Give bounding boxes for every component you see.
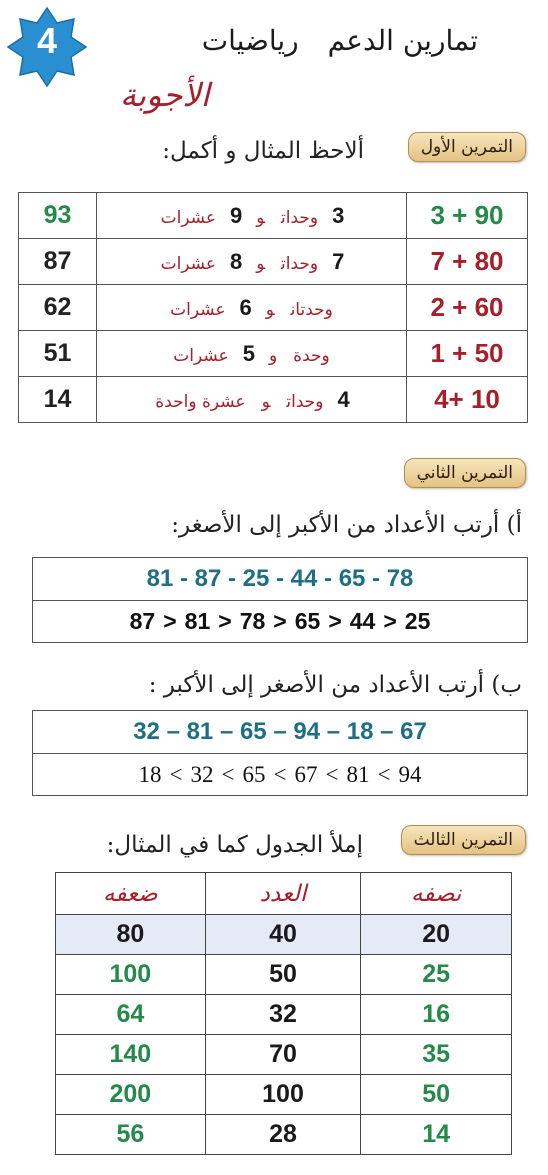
- exercise-1-instruction: ألاحظ المثال و أكمل:: [162, 138, 364, 164]
- digit: 6: [239, 294, 252, 320]
- half-cell: 20: [361, 915, 512, 955]
- unit-word: وحدة: [293, 345, 330, 366]
- decomposition-cell: [97, 285, 407, 331]
- unit-word: عشرة واحدة: [155, 391, 246, 412]
- table-row: [56, 1115, 512, 1155]
- result-cell: 93: [19, 193, 97, 239]
- comparison-symbol: >: [218, 608, 232, 634]
- comparison-symbol: <: [221, 761, 235, 787]
- exercise-2b-sequence: 32 – 81 – 65 – 94 – 18 – 67: [133, 718, 427, 745]
- header-half: نصفه: [361, 873, 512, 915]
- result-cell: 51: [19, 331, 97, 377]
- exercise-2a-instruction: أ) أرتب الأعداد من الأكبر إلى الأصغر:: [171, 512, 522, 538]
- ordered-number: 44: [349, 608, 376, 634]
- double-cell: 200: [56, 1075, 206, 1115]
- comparison-symbol: >: [328, 608, 342, 634]
- ordered-number: 25: [404, 608, 431, 634]
- comparison-symbol: <: [169, 761, 183, 787]
- digit: 9: [230, 202, 243, 228]
- page-title: [202, 24, 478, 57]
- ordered-number: 94: [398, 761, 422, 787]
- header-double: ضعفه: [56, 873, 206, 915]
- decomposition-cell: [97, 239, 407, 285]
- unit-word: و: [268, 345, 278, 366]
- digit: 7: [332, 248, 345, 274]
- table-row: [56, 1075, 512, 1115]
- double-cell: 56: [56, 1115, 206, 1155]
- exercise-3-table: [55, 872, 512, 1155]
- table-row: [19, 285, 528, 331]
- exercise-2a-sequence-row: [33, 558, 527, 600]
- half-cell: 16: [361, 995, 512, 1035]
- unit-word: و: [265, 299, 275, 320]
- unit-word: وحدات: [281, 207, 319, 228]
- header-number: العدد: [205, 873, 361, 915]
- badge-number: 4: [36, 20, 58, 61]
- unit-word: و: [261, 391, 271, 412]
- ordered-number: 67: [294, 761, 318, 787]
- sum-cell: 3 + 90: [407, 193, 528, 239]
- comparison-symbol: <: [325, 761, 339, 787]
- exercise-3-instruction: إملأ الجدول كما في المثال:: [106, 832, 363, 858]
- subject-text: رياضيات: [201, 24, 299, 57]
- ordered-number: 18: [138, 761, 162, 787]
- table-row: [19, 239, 528, 285]
- number-cell: 32: [205, 995, 361, 1035]
- unit-word: و: [256, 253, 266, 274]
- comparison-symbol: >: [163, 608, 177, 634]
- half-cell: 35: [361, 1035, 512, 1075]
- exercise-2a-sequence: 81 - 87 - 25 - 44 - 65 - 78: [146, 565, 414, 592]
- exercise-2a-answer: [126, 608, 435, 635]
- result-cell: 62: [19, 285, 97, 331]
- sum-cell: 1 + 50: [407, 331, 528, 377]
- lesson-number-badge: [6, 6, 88, 88]
- comparison-symbol: >: [383, 608, 397, 634]
- unit-word: وحدات: [286, 391, 324, 412]
- result-cell: 14: [19, 377, 97, 423]
- exercise-2b-box: [32, 710, 528, 796]
- table-row: [56, 1035, 512, 1075]
- sum-cell: 7 + 80: [407, 239, 528, 285]
- unit-word: وحدتان: [290, 299, 333, 320]
- digit: 8: [230, 248, 243, 274]
- digit: 3: [332, 202, 345, 228]
- exercise-2b-answer-row: [33, 753, 527, 795]
- ordered-number: 81: [184, 608, 211, 634]
- ordered-number: 78: [239, 608, 266, 634]
- ordered-number: 65: [294, 608, 321, 634]
- result-cell: 87: [19, 239, 97, 285]
- decomposition-cell: [97, 193, 407, 239]
- exercise-2b-sequence-row: [33, 711, 527, 753]
- double-cell: 100: [56, 955, 206, 995]
- ordered-number: 81: [346, 761, 370, 787]
- table-header-row: [56, 873, 512, 915]
- unit-word: عشرات: [170, 299, 226, 320]
- table-row: [56, 915, 512, 955]
- exercise-2b-instruction: ب) أرتب الأعداد من الأصغر إلى الأكبر :: [148, 672, 522, 698]
- table-row: [19, 377, 528, 423]
- ordered-number: 32: [190, 761, 214, 787]
- double-cell: 64: [56, 995, 206, 1035]
- digit: 5: [242, 340, 255, 366]
- title-text: تمارين الدعم: [327, 24, 478, 57]
- exercise-2a-answer-row: [33, 600, 527, 642]
- half-cell: 25: [361, 955, 512, 995]
- number-cell: 50: [205, 955, 361, 995]
- unit-word: وحدات: [281, 253, 319, 274]
- exercise-3-label: التمرين الثالث: [401, 825, 526, 855]
- exercise-2a-box: [32, 557, 528, 643]
- decomposition-cell: [97, 377, 407, 423]
- exercise-1-table: [18, 192, 528, 423]
- ordered-number: 65: [242, 761, 266, 787]
- exercise-1-label: التمرين الأول: [408, 132, 526, 162]
- exercise-2b-answer: [135, 762, 426, 788]
- number-cell: 40: [205, 915, 361, 955]
- double-cell: 140: [56, 1035, 206, 1075]
- exercise-2-label: التمرين الثاني: [404, 458, 526, 488]
- digit: 4: [337, 386, 350, 412]
- decomposition-cell: [97, 331, 407, 377]
- ordered-number: 87: [129, 608, 156, 634]
- table-row: [19, 331, 528, 377]
- half-cell: 14: [361, 1115, 512, 1155]
- sum-cell: 2 + 60: [407, 285, 528, 331]
- comparison-symbol: <: [377, 761, 391, 787]
- unit-word: عشرات: [173, 345, 229, 366]
- comparison-symbol: >: [273, 608, 287, 634]
- answers-heading: الأجوبة: [120, 76, 210, 114]
- unit-word: عشرات: [160, 253, 216, 274]
- table-row: [56, 955, 512, 995]
- table-row: [56, 995, 512, 1035]
- comparison-symbol: <: [273, 761, 287, 787]
- number-cell: 100: [205, 1075, 361, 1115]
- table-row: [19, 193, 528, 239]
- double-cell: 80: [56, 915, 206, 955]
- number-cell: 70: [205, 1035, 361, 1075]
- unit-word: و: [256, 207, 266, 228]
- half-cell: 50: [361, 1075, 512, 1115]
- unit-word: عشرات: [160, 207, 216, 228]
- number-cell: 28: [205, 1115, 361, 1155]
- sum-cell: 4+ 10: [407, 377, 528, 423]
